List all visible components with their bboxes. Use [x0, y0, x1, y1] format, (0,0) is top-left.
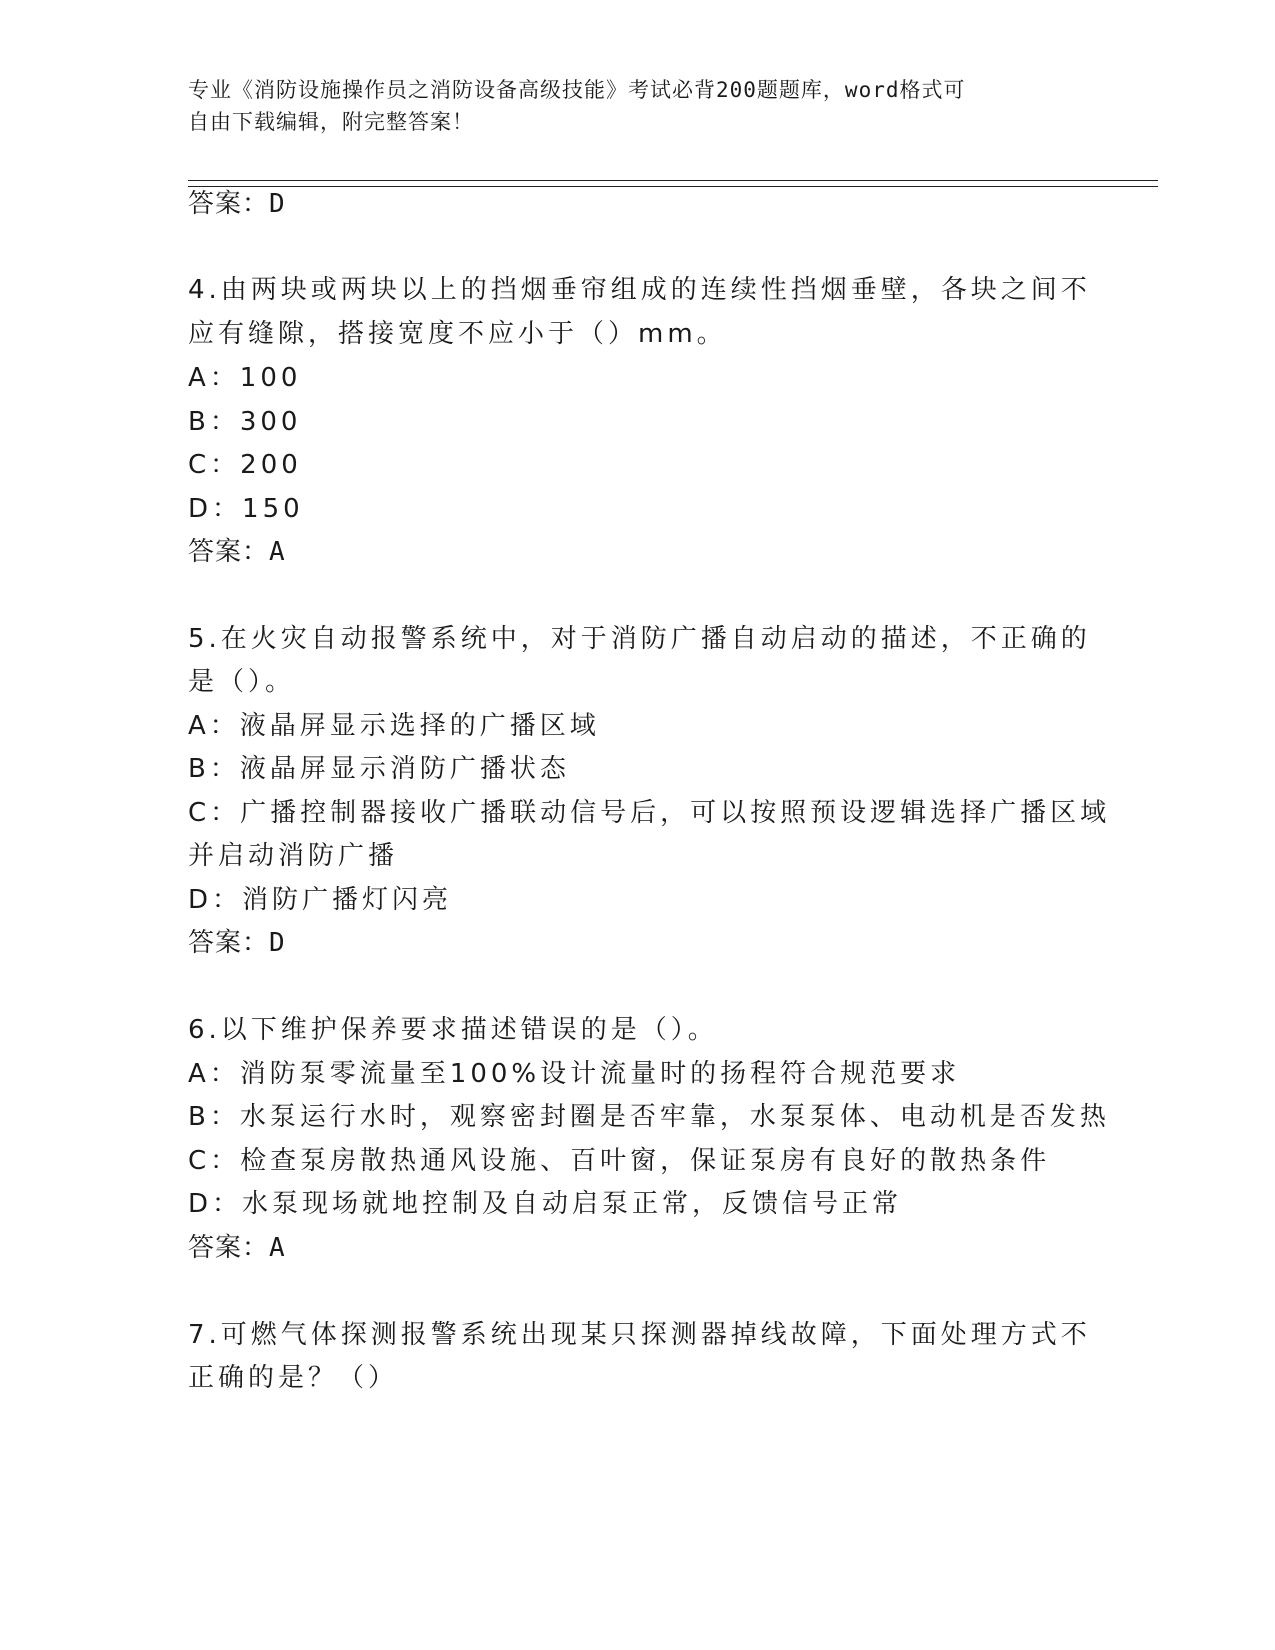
question-4-option-d: D：150 — [188, 494, 304, 524]
question-4-answer: 答案：A — [188, 537, 286, 567]
question-4-option-c: C：200 — [188, 450, 302, 480]
header-line-2: 自由下载编辑，附完整答案！ — [188, 110, 474, 134]
question-4-option-a: A：100 — [188, 363, 302, 393]
question-6-option-d: D：水泵现场就地控制及自动启泵正常，反馈信号正常 — [188, 1189, 903, 1219]
question-7-stem-line-1: 7.可燃气体探测报警系统出现某只探测器掉线故障，下面处理方式不 — [188, 1320, 1091, 1350]
question-4-stem-line-2: 应有缝隙，搭接宽度不应小于（）mm。 — [188, 319, 727, 349]
question-6-option-a: A：消防泵零流量至100%设计流量时的扬程符合规范要求 — [188, 1059, 961, 1089]
question-4-stem-line-1: 4.由两块或两块以上的挡烟垂帘组成的连续性挡烟垂壁，各块之间不 — [188, 275, 1091, 305]
question-5-answer: 答案：D — [188, 928, 286, 958]
question-5-stem-line-1: 5.在火灾自动报警系统中，对于消防广播自动启动的描述，不正确的 — [188, 624, 1091, 654]
question-6-option-b: B：水泵运行水时，观察密封圈是否牢靠，水泵泵体、电动机是否发热 — [188, 1102, 1110, 1132]
question-6-answer: 答案：A — [188, 1233, 286, 1263]
question-5-option-b: B：液晶屏显示消防广播状态 — [188, 754, 570, 784]
question-5-option-c-continued: 并启动消防广播 — [188, 841, 399, 871]
question-6-option-c: C：检查泵房散热通风设施、百叶窗，保证泵房有良好的散热条件 — [188, 1146, 1051, 1176]
document-header — [188, 74, 1078, 138]
header-divider-bottom — [188, 186, 1158, 187]
question-4-option-b: B：300 — [188, 407, 302, 437]
question-6-stem: 6.以下维护保养要求描述错误的是（）。 — [188, 1015, 718, 1045]
question-5-option-a: A：液晶屏显示选择的广播区域 — [188, 711, 600, 741]
question-5-option-c: C：广播控制器接收广播联动信号后，可以按照预设逻辑选择广播区域 — [188, 798, 1111, 828]
question-7-stem-line-2: 正确的是？（） — [188, 1363, 399, 1393]
question-5-option-d: D：消防广播灯闪亮 — [188, 885, 453, 915]
header-line-1: 专业《消防设施操作员之消防设备高级技能》考试必背200题题库，word格式可 — [188, 78, 966, 102]
previous-answer: 答案：D — [188, 189, 286, 219]
question-5-stem-line-2: 是（）。 — [188, 667, 296, 697]
header-divider-top — [188, 180, 1158, 181]
